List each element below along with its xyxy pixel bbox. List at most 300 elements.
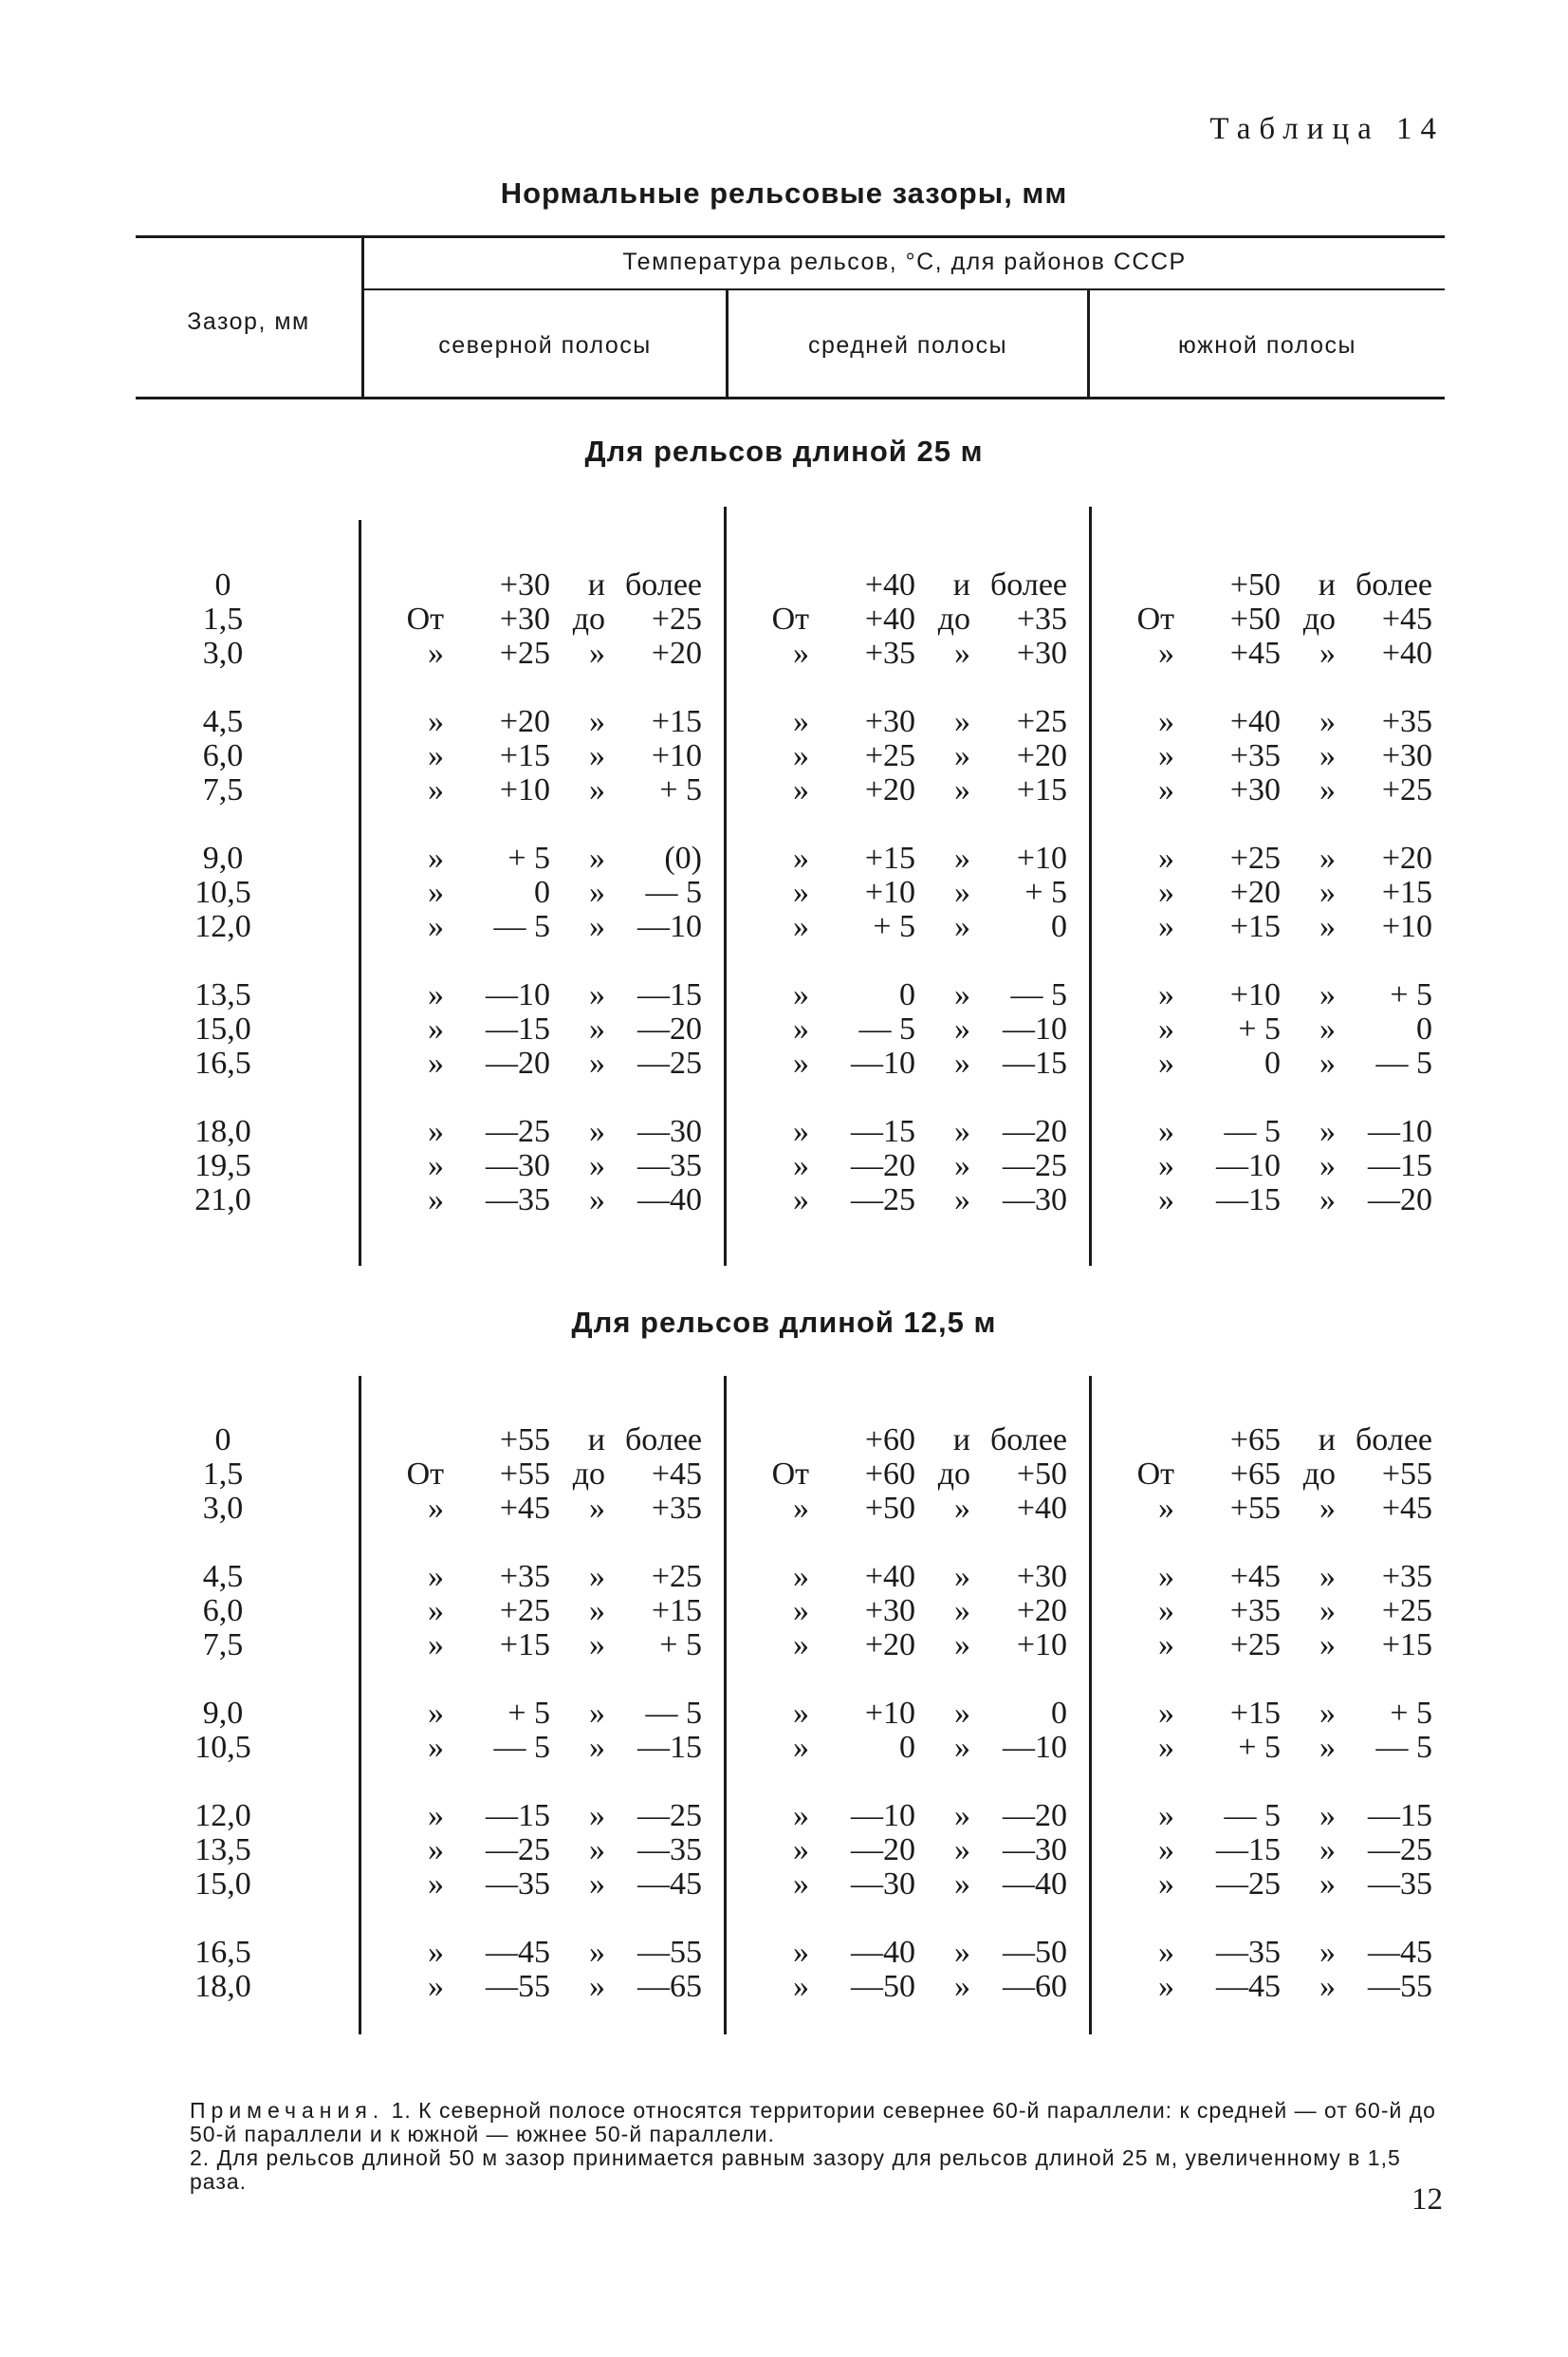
range-from: —20: [851, 1148, 915, 1183]
range-prefix: »: [1158, 1148, 1174, 1183]
row-group: [398, 1423, 702, 1526]
range-connector: »: [589, 1593, 605, 1628]
range-connector: »: [954, 1696, 970, 1731]
gap-value: 15,0: [194, 1866, 251, 1902]
temperature-range: [398, 1628, 702, 1662]
range-to: +35: [1016, 602, 1067, 637]
range-to: +20: [1381, 841, 1432, 876]
row-group: [1129, 1697, 1432, 1765]
range-prefix: »: [793, 1832, 809, 1867]
gap-value: 15,0: [194, 1011, 251, 1047]
range-from: +20: [1229, 875, 1281, 910]
range-to: — 5: [645, 875, 702, 910]
range-from: —10: [851, 1798, 915, 1833]
range-connector: »: [954, 1627, 970, 1662]
range-to: + 5: [659, 1627, 702, 1662]
range-to: более: [1356, 1422, 1432, 1457]
range-connector: »: [954, 1046, 970, 1081]
range-from: +20: [864, 772, 915, 807]
range-from: +55: [499, 1457, 550, 1492]
temperature-range: [764, 705, 1067, 739]
range-to: —40: [637, 1182, 702, 1217]
range-from: — 5: [493, 1730, 550, 1765]
row-group: [90, 1936, 356, 2004]
range-to: —45: [637, 1866, 702, 1902]
range-to: —15: [637, 1730, 702, 1765]
range-to: —25: [1368, 1832, 1432, 1867]
range-from: —45: [486, 1935, 550, 1970]
gap-value: 19,5: [194, 1148, 251, 1183]
range-prefix: »: [428, 1491, 444, 1526]
range-to: —10: [1003, 1730, 1067, 1765]
range-from: — 5: [858, 1011, 915, 1047]
range-connector: »: [1319, 1593, 1336, 1628]
range-to: —45: [1368, 1935, 1432, 1970]
temperature-range: [398, 1833, 702, 1867]
range-to: —15: [1368, 1798, 1432, 1833]
range-from: —25: [851, 1182, 915, 1217]
range-prefix: »: [1158, 1866, 1174, 1902]
range-connector: »: [1319, 1182, 1336, 1217]
range-prefix: »: [793, 1011, 809, 1047]
gap-column: [90, 568, 356, 1252]
temperature-range: [398, 603, 702, 637]
range-prefix: »: [1158, 1559, 1174, 1594]
temperature-range: [1129, 978, 1432, 1012]
gap-value: 7,5: [202, 1627, 244, 1662]
temperature-range: [764, 637, 1067, 671]
temperature-range: [1129, 1115, 1432, 1149]
row-group: [1129, 1936, 1432, 2004]
range-prefix: »: [1158, 1832, 1174, 1867]
range-from: +50: [1229, 602, 1281, 637]
range-from: +45: [1229, 636, 1281, 671]
range-from: 0: [899, 1730, 915, 1765]
range-connector: »: [589, 1627, 605, 1662]
header-gap: Зазор, мм: [187, 308, 310, 335]
range-to: —25: [637, 1798, 702, 1833]
range-from: +40: [864, 1559, 915, 1594]
range-connector: и: [952, 567, 970, 603]
temperature-range: [764, 1047, 1067, 1081]
range-prefix: »: [793, 1730, 809, 1765]
range-connector: »: [954, 1730, 970, 1765]
range-to: +20: [651, 636, 702, 671]
range-from: +25: [499, 1593, 550, 1628]
range-prefix: »: [793, 636, 809, 671]
temperature-range: [764, 1560, 1067, 1594]
temperature-range: [398, 739, 702, 773]
gap-value: 3,0: [202, 636, 244, 671]
temperature-range: [398, 1183, 702, 1217]
range-to: —65: [637, 1969, 702, 2004]
range-to: +10: [651, 738, 702, 773]
row-group: [1129, 1115, 1432, 1217]
range-connector: »: [589, 1011, 605, 1047]
range-connector: »: [954, 1798, 970, 1833]
row-group: [90, 1560, 356, 1662]
temperature-range: [398, 1492, 702, 1526]
gap-value: 12,0: [194, 909, 251, 944]
range-prefix: »: [1158, 1730, 1174, 1765]
header-temperature: Температура рельсов, °С, для районов СССР: [622, 249, 1187, 275]
range-from: —15: [486, 1011, 550, 1047]
range-prefix: »: [1158, 738, 1174, 773]
temperature-range: [398, 876, 702, 910]
range-from: —55: [486, 1969, 550, 2004]
temperature-range: [764, 1833, 1067, 1867]
row-group: [764, 1423, 1067, 1526]
temperature-range: [398, 1936, 702, 1970]
range-prefix: »: [428, 704, 444, 739]
range-from: — 5: [1224, 1114, 1281, 1149]
range-to: 0: [1051, 1696, 1067, 1731]
row-group: [764, 978, 1067, 1081]
range-connector: »: [954, 704, 970, 739]
row-group: [90, 1697, 356, 1765]
gap-value: 7,5: [202, 772, 244, 807]
range-to: более: [990, 567, 1067, 603]
row-group: [90, 705, 356, 807]
gap-value: 21,0: [194, 1182, 251, 1217]
range-from: +45: [1229, 1559, 1281, 1594]
header-top-rule: [136, 235, 1445, 238]
range-to: + 5: [1024, 875, 1067, 910]
range-from: +60: [864, 1457, 915, 1492]
range-from: +20: [499, 704, 550, 739]
range-prefix: »: [793, 909, 809, 944]
temperature-range: [764, 773, 1067, 807]
range-to: —30: [1003, 1832, 1067, 1867]
range-prefix: »: [428, 1627, 444, 1662]
range-connector: »: [589, 1696, 605, 1731]
temperature-range: [764, 842, 1067, 876]
temperature-range: [1129, 1833, 1432, 1867]
temperature-range: [1129, 773, 1432, 807]
range-from: +40: [864, 602, 915, 637]
temperature-range: [764, 1970, 1067, 2004]
range-from: —15: [1216, 1182, 1281, 1217]
temperature-range: [764, 1457, 1067, 1492]
gap-column: [90, 1423, 356, 2038]
range-to: —20: [1003, 1114, 1067, 1149]
range-prefix: [1129, 568, 1174, 603]
temperature-range: [398, 1047, 702, 1081]
row-group: [764, 1936, 1067, 2004]
temperature-range: [398, 978, 702, 1012]
temperature-range: [1129, 1047, 1432, 1081]
range-from: +15: [1229, 1696, 1281, 1731]
range-to: —40: [1003, 1866, 1067, 1902]
range-from: +35: [1229, 738, 1281, 773]
range-prefix: От: [406, 1457, 444, 1492]
range-to: +30: [1381, 738, 1432, 773]
temperature-range: [1129, 1492, 1432, 1526]
range-from: +30: [864, 704, 915, 739]
range-to: +20: [1016, 738, 1067, 773]
range-prefix: »: [428, 1046, 444, 1081]
range-from: +25: [1229, 841, 1281, 876]
range-prefix: »: [793, 1866, 809, 1902]
temperature-range: [764, 1183, 1067, 1217]
range-prefix: »: [793, 1114, 809, 1149]
south-column: [1129, 568, 1432, 1252]
gap-value: 18,0: [194, 1969, 251, 2004]
range-to: — 5: [1010, 977, 1067, 1012]
range-to: —15: [1368, 1148, 1432, 1183]
range-connector: »: [1319, 772, 1336, 807]
range-from: + 5: [1238, 1011, 1281, 1047]
range-prefix: »: [1158, 1491, 1174, 1526]
header-south: южной полосы: [1178, 332, 1356, 359]
range-connector: »: [954, 1491, 970, 1526]
row-group: [90, 1799, 356, 1902]
range-to: +35: [651, 1491, 702, 1526]
range-connector: »: [589, 909, 605, 944]
range-from: —20: [486, 1046, 550, 1081]
range-connector: »: [1319, 704, 1336, 739]
range-to: —25: [637, 1046, 702, 1081]
temperature-range: [1129, 1697, 1432, 1731]
range-prefix: »: [428, 636, 444, 671]
temperature-range: [1129, 1867, 1432, 1902]
range-from: + 5: [507, 1696, 550, 1731]
temperature-range: [1129, 739, 1432, 773]
range-from: +40: [864, 567, 915, 603]
range-connector: »: [954, 1559, 970, 1594]
range-connector: »: [954, 1593, 970, 1628]
range-to: +10: [1016, 1627, 1067, 1662]
row-group: [398, 842, 702, 944]
temperature-range: [1129, 1799, 1432, 1833]
row-group: [398, 1115, 702, 1217]
temperature-range: [398, 1012, 702, 1047]
range-connector: »: [589, 636, 605, 671]
range-connector: »: [954, 1182, 970, 1217]
temperature-range: [764, 1423, 1067, 1457]
range-from: —15: [1216, 1832, 1281, 1867]
gap-value: 13,5: [194, 1832, 251, 1867]
gap-value: 10,5: [194, 875, 251, 910]
row-group: [1129, 1560, 1432, 1662]
range-connector: »: [954, 875, 970, 910]
page-number: 12: [1411, 2182, 1443, 2217]
gap-value: 18,0: [194, 1114, 251, 1149]
temperature-range: [1129, 603, 1432, 637]
range-from: +35: [1229, 1593, 1281, 1628]
range-from: 0: [534, 875, 550, 910]
temperature-range: [398, 637, 702, 671]
temperature-range: [764, 978, 1067, 1012]
range-to: + 5: [1390, 977, 1432, 1012]
temperature-range: [398, 842, 702, 876]
row-group: [398, 705, 702, 807]
range-connector: »: [589, 977, 605, 1012]
temperature-range: [398, 1697, 702, 1731]
gap-value: 16,5: [194, 1935, 251, 1970]
table-number: Таблица 14: [1209, 112, 1445, 146]
range-from: +55: [499, 1422, 550, 1457]
north-column: [398, 568, 702, 1252]
note-2: 2. Для рельсов длиной 50 м зазор принимается равным зазору для рельсов длиной 25 м, увеличенному в 1,5 раза.: [190, 2145, 1401, 2194]
temperature-range: [764, 1492, 1067, 1526]
temperature-range: [1129, 842, 1432, 876]
gap-value: 9,0: [202, 841, 244, 876]
range-prefix: »: [1158, 977, 1174, 1012]
range-to: +25: [1016, 704, 1067, 739]
temperature-range: [764, 910, 1067, 944]
header-mid-rule: [363, 288, 1445, 290]
range-to: более: [625, 567, 702, 603]
range-to: —25: [1003, 1148, 1067, 1183]
range-connector: »: [954, 1011, 970, 1047]
range-connector: »: [954, 1969, 970, 2004]
row-group: [764, 568, 1067, 671]
range-from: 0: [899, 977, 915, 1012]
range-from: +25: [864, 738, 915, 773]
range-from: +55: [1229, 1491, 1281, 1526]
range-from: +40: [1229, 704, 1281, 739]
notes-label: Примечания.: [190, 2098, 385, 2123]
range-from: +20: [864, 1627, 915, 1662]
north-column: [398, 1423, 702, 2038]
range-to: +15: [1381, 875, 1432, 910]
range-prefix: »: [793, 1559, 809, 1594]
gap-value: 6,0: [202, 1593, 244, 1628]
range-from: —15: [851, 1114, 915, 1149]
range-connector: »: [589, 1491, 605, 1526]
range-prefix: »: [1158, 909, 1174, 944]
range-connector: »: [589, 1832, 605, 1867]
range-to: —10: [1003, 1011, 1067, 1047]
range-to: +30: [1016, 636, 1067, 671]
range-connector: »: [1319, 1832, 1336, 1867]
temperature-range: [1129, 1423, 1432, 1457]
range-connector: »: [1319, 909, 1336, 944]
range-prefix: »: [793, 1935, 809, 1970]
range-to: более: [625, 1422, 702, 1457]
temperature-range: [1129, 1560, 1432, 1594]
range-prefix: [1129, 1423, 1174, 1457]
notes: [114, 2099, 1442, 2194]
header-bottom-rule: [136, 397, 1445, 399]
range-prefix: »: [793, 1182, 809, 1217]
range-connector: »: [589, 1866, 605, 1902]
temperature-range: [398, 1423, 702, 1457]
range-to: +25: [1381, 1593, 1432, 1628]
range-prefix: »: [793, 1627, 809, 1662]
column-divider: [1089, 1376, 1092, 2034]
range-prefix: »: [1158, 841, 1174, 876]
row-group: [764, 1697, 1067, 1765]
table-title: Нормальные рельсовые зазоры, мм: [500, 176, 1068, 210]
gap-value: 1,5: [202, 602, 244, 637]
range-prefix: »: [1158, 1969, 1174, 2004]
range-connector: »: [1319, 1969, 1336, 2004]
range-connector: и: [1318, 1422, 1336, 1457]
range-from: —35: [1216, 1935, 1281, 1970]
range-from: +50: [864, 1491, 915, 1526]
range-connector: »: [589, 1935, 605, 1970]
temperature-range: [1129, 1149, 1432, 1183]
row-group: [1129, 1423, 1432, 1526]
temperature-range: [1129, 1012, 1432, 1047]
range-connector: »: [954, 1866, 970, 1902]
range-from: — 5: [1224, 1798, 1281, 1833]
range-to: + 5: [1390, 1696, 1432, 1731]
range-prefix: »: [793, 1491, 809, 1526]
range-prefix: »: [428, 1011, 444, 1047]
gap-value: 0: [214, 567, 231, 603]
row-group: [398, 568, 702, 671]
range-connector: »: [954, 909, 970, 944]
temperature-range: [1129, 705, 1432, 739]
range-connector: »: [1319, 636, 1336, 671]
range-to: +25: [1381, 772, 1432, 807]
range-from: +60: [864, 1422, 915, 1457]
temperature-range: [1129, 876, 1432, 910]
section-title: Для рельсов длиной 25 м: [584, 435, 984, 468]
range-to: +30: [1016, 1559, 1067, 1594]
middle-column: [764, 1423, 1067, 2038]
range-from: +15: [864, 841, 915, 876]
range-prefix: »: [428, 1866, 444, 1902]
temperature-range: [764, 876, 1067, 910]
range-connector: »: [1319, 1627, 1336, 1662]
range-from: —25: [486, 1832, 550, 1867]
range-from: +65: [1229, 1422, 1281, 1457]
range-prefix: От: [406, 602, 444, 637]
range-prefix: [764, 1423, 809, 1457]
range-connector: »: [589, 1798, 605, 1833]
range-connector: »: [589, 1559, 605, 1594]
temperature-range: [398, 1594, 702, 1628]
range-from: —10: [851, 1046, 915, 1081]
range-to: —30: [1003, 1182, 1067, 1217]
range-from: +10: [499, 772, 550, 807]
range-connector: »: [1319, 1559, 1336, 1594]
range-to: —55: [637, 1935, 702, 1970]
range-from: +15: [499, 738, 550, 773]
temperature-range: [764, 1594, 1067, 1628]
range-connector: »: [1319, 1696, 1336, 1731]
range-prefix: »: [793, 1696, 809, 1731]
range-prefix: »: [1158, 1696, 1174, 1731]
range-connector: »: [954, 1935, 970, 1970]
range-to: —30: [637, 1114, 702, 1149]
range-prefix: »: [793, 977, 809, 1012]
temperature-range: [1129, 568, 1432, 603]
temperature-range: [1129, 1628, 1432, 1662]
range-prefix: »: [793, 1148, 809, 1183]
range-to: 0: [1051, 909, 1067, 944]
range-to: +50: [1016, 1457, 1067, 1492]
range-prefix: »: [428, 875, 444, 910]
row-group: [764, 1799, 1067, 1902]
range-to: —60: [1003, 1969, 1067, 2004]
column-divider: [359, 1376, 361, 2034]
range-prefix: »: [793, 841, 809, 876]
range-from: +35: [499, 1559, 550, 1594]
range-connector: и: [952, 1422, 970, 1457]
range-prefix: »: [428, 1798, 444, 1833]
range-to: +35: [1381, 704, 1432, 739]
range-prefix: »: [428, 1182, 444, 1217]
row-group: [764, 1115, 1067, 1217]
header-middle: средней полосы: [807, 332, 1008, 359]
range-prefix: »: [428, 841, 444, 876]
range-from: +10: [864, 875, 915, 910]
